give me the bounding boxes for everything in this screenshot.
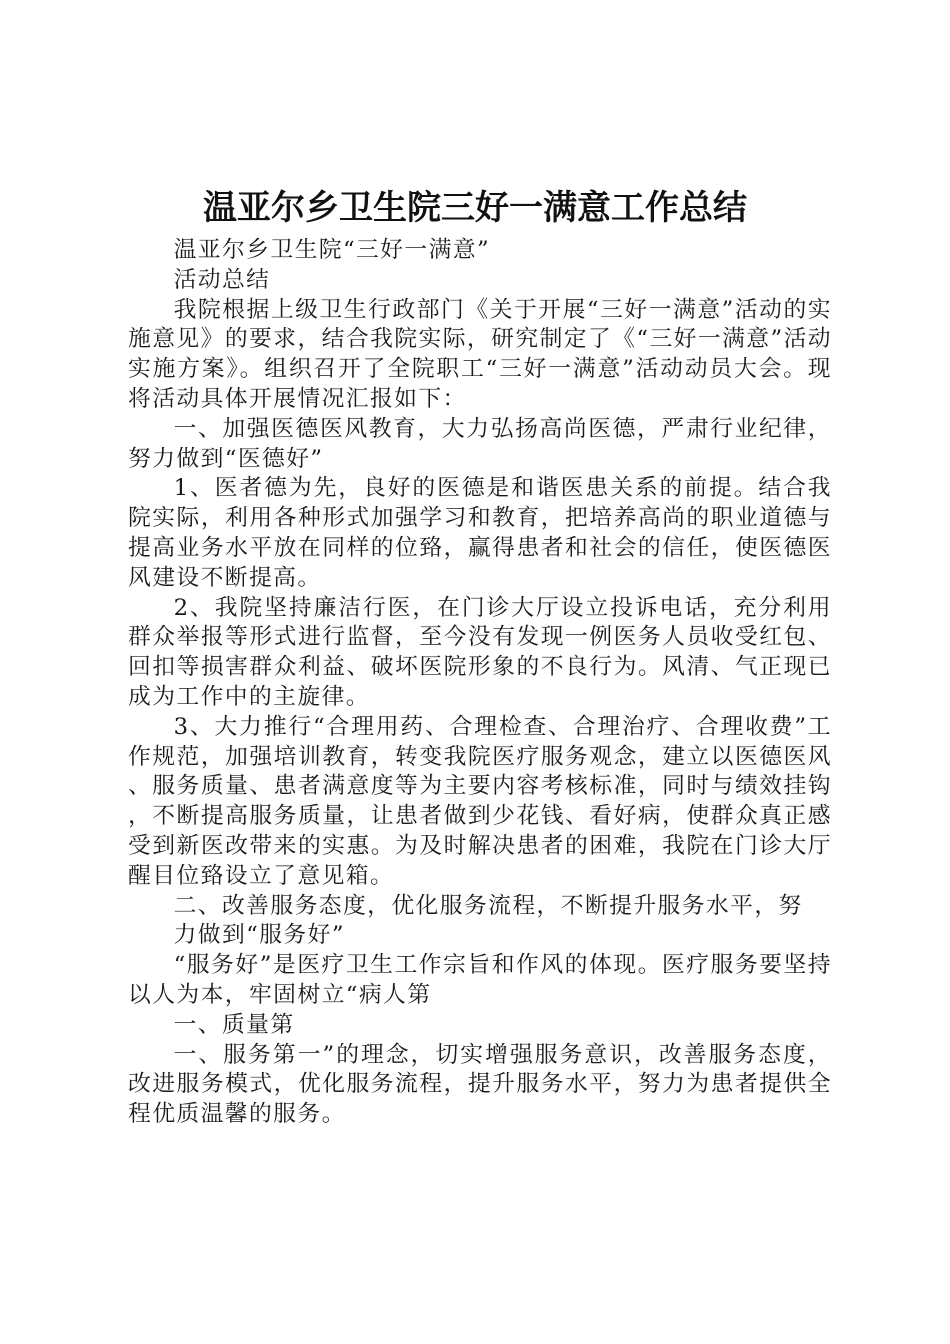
paragraph-item-1: 1、医者德为先，良好的医德是和谐医患关系的前提。结合我院实际，利用各种形式加强学习和教育，把培养高尚的职业道德与提高业务水平放在同样的位臵，赢得患者和社会的信任，使医德医风建设不断提高。 [128, 475, 832, 591]
paragraph-intro: 我院根据上级卫生行政部门《关于开展“三好一满意”活动的实施意见》的要求，结合我院实际，研究制定了《“三好一满意”活动实施方案》。组织召开了全院职工“三好一满意”活动动员大会。现将活动具体开展情况汇报如下： [128, 296, 832, 412]
paragraph-section-2-heading-cont: 力做到“服务好” [173, 922, 345, 949]
paragraph-service-good: “服务好”是医疗卫生工作宗旨和作风的体现。医疗服务要坚持以人为本，牢固树立“病人第 [128, 952, 832, 1008]
paragraph-section-2-heading: 二、改善服务态度，优化服务流程，不断提升服务水平，努 [173, 892, 803, 919]
paragraph-section-1-heading: 一、加强医德医风教育，大力弘扬高尚医德，严肃行业纪律，努力做到“医德好” [128, 415, 832, 472]
paragraph-service-first: 一、服务第一”的理念，切实增强服务意识，改善服务态度，改进服务模式，优化服务流程，提升服务水平，努力为患者提供全程优质温馨的服务。 [128, 1041, 832, 1128]
paragraph-quality-first: 一、质量第 [173, 1011, 295, 1038]
paragraph-item-3: 3、大力推行“合理用药、合理检查、合理治疗、合理收费”工作规范，加强培训教育，转变我院医疗服务观念，建立以医德医风、服务质量、患者满意度等为主要内容考核标准，同时与绩效挂钩，不断提高服务质量，让患者做到少花钱、看好病，使群众真正感受到新医改带来的实惠。为及时解决患者的困难，我院在门诊大厅醒目位臵设立了意见箱。 [128, 713, 832, 889]
paragraph-subtitle-line-2: 活动总结 [173, 266, 271, 293]
document-title: 温亚尔乡卫生院三好一满意工作总结 [203, 188, 747, 228]
paragraph-subtitle-line-1: 温亚尔乡卫生院“三好一满意” [173, 237, 491, 263]
paragraph-item-2: 2、我院坚持廉洁行医，在门诊大厅设立投诉电话，充分利用群众举报等形式进行监督，至今没有发现一例医务人员收受红包、回扣等损害群众利益、破坏医院形象的不良行为。风清、气正现已成为工作中的主旋律。 [128, 594, 832, 710]
document-body [128, 236, 832, 1130]
